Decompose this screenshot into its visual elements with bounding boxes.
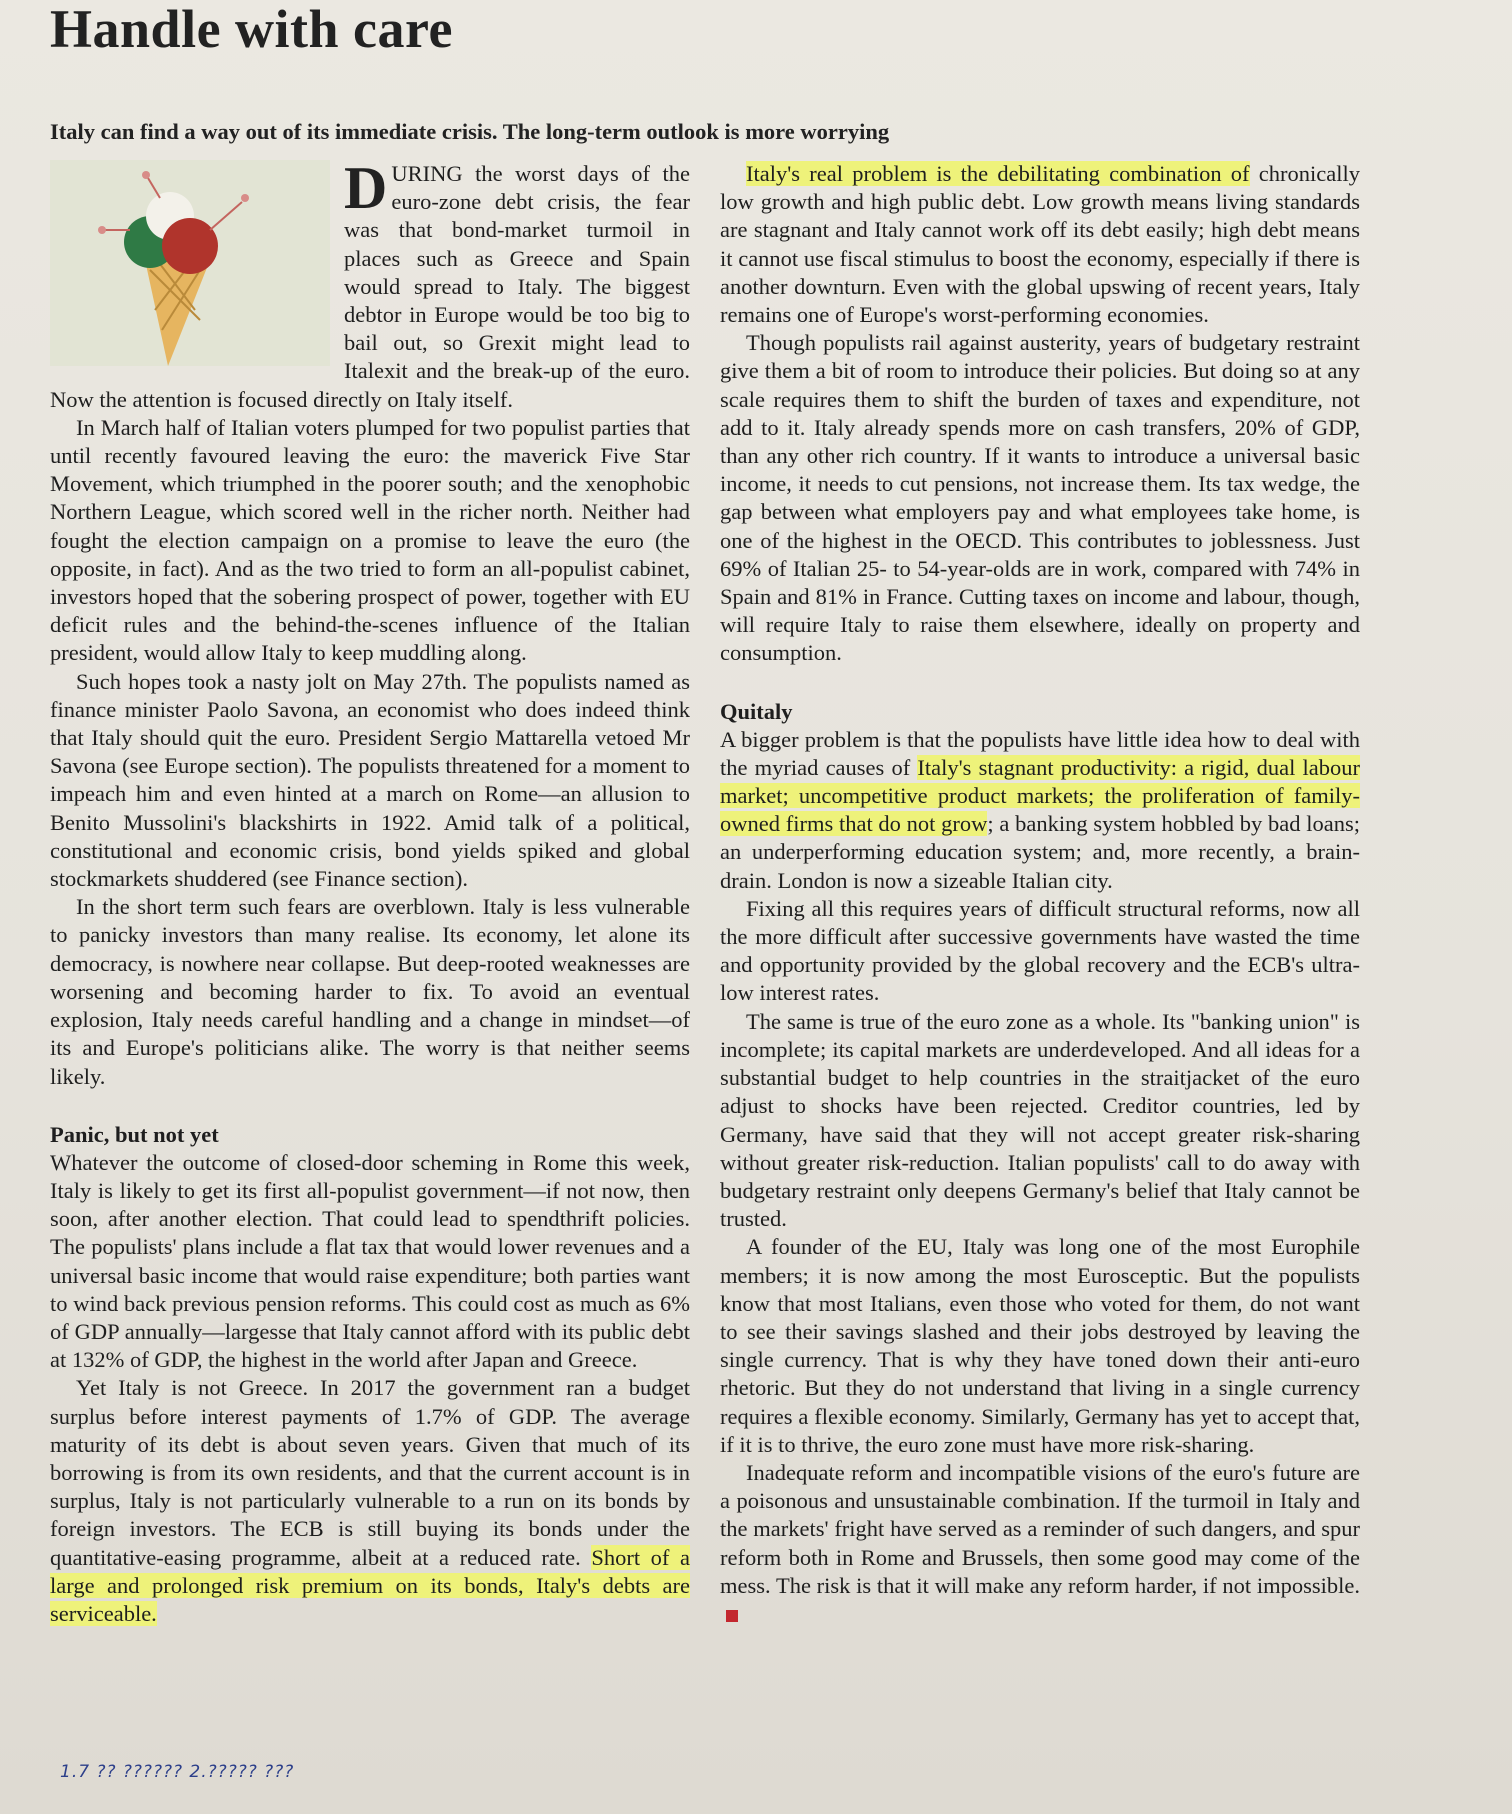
highlighted-text: Italy's stagnant productivity: a rigid, dual labour market; uncompetitive product markets; the proliferation of family-owned firms that do not grow: [720, 754, 1360, 837]
body-text: Yet Italy is not Greece. In 2017 the government ran a budget surplus before interest payments of 1.7% of GDP. The average maturity of its debt is about seven years. Given that much of its borrowing is from its own residents, and that the current account is in surplus, Italy is not particularly vulnerable to a run on its bonds by foreign investors. The ECB is still buying its bonds under the quantitative-easing programme, albeit at a reduced rate.: [50, 1375, 690, 1570]
body-paragraph: [720, 726, 1360, 895]
right-column: [720, 160, 1360, 1628]
body-text: Inadequate reform and incompatible visions of the euro's future are a poisonous and unsustainable combination. If the turmoil in Italy and the markets' fright have served as a reminder of such dangers, and spur reform both in Rome and Brussels, then some good may come of the mess. The risk is that it will make any reform harder, if not impossible.: [720, 1459, 1360, 1598]
body-paragraph: [720, 1459, 1360, 1628]
body-paragraph: In the short term such fears are overblown. Italy is less vulnerable to panicky investors than many realise. Its economy, let alone its democracy, is nowhere near collapse. But deep-rooted weaknesses are worsening and becoming harder to fix. To avoid an eventual explosion, Italy needs careful handling and a change in mindset—of its and Europe's politicians alike. The worry is that neither seems likely.: [50, 894, 690, 1089]
article-headline: Handle with care: [50, 0, 453, 58]
body-paragraph: The same is true of the euro zone as a whole. Its "banking union" is incomplete; its capital markets are underdeveloped. And all ideas for a substantial budget to help countries in the straitjacket of the euro adjust to shocks have been rejected. Creditor countries, led by Germany, have said that they will not accept greater risk-sharing without greater risk-reduction. Italian populists' call to do away with budgetary restraint only deepens Germany's belief that Italy cannot be trusted.: [720, 1008, 1360, 1232]
body-text: ; a banking system hobbled by bad loans; an underperforming education system; and, more recently, a brain-drain. London is now a sizeable Italian city.: [720, 811, 1360, 893]
left-column: [50, 160, 690, 1628]
handwritten-note: 1.7 ?? ?????? 2.????? ???: [60, 1762, 295, 1782]
section-subhead: Quitaly: [720, 698, 793, 724]
drop-cap: D: [344, 160, 388, 221]
body-paragraph: Whatever the outcome of closed-door scheming in Rome this week, Italy is likely to get its first all-populist government—if not now, then soon, after another election. That could lead to spendthrift policies. The populists' plans include a flat tax that would lower revenues and a universal basic income that would raise expenditure; both parties want to wind back previous pension reforms. This could cost as much as 6% of GDP annually—largesse that Italy cannot afford with its public debt at 132% of GDP, the highest in the world after Japan and Greece.: [50, 1149, 690, 1373]
body-paragraph: Such hopes took a nasty jolt on May 27th. The populists named as finance minister Paolo Savona, an economist who does indeed think that Italy should quit the euro. President Sergio Mattarella vetoed Mr Savona (see Europe section). The populists threatened for a moment to impeach him and even hinted at a march on Rome—an allusion to Benito Mussolini's blackshirts in 1922. Amid talk of a political, constitutional and economic crisis, bond yields spiked and global stockmarkets shuddered (see Finance section).: [50, 668, 690, 892]
body-paragraph: Fixing all this requires years of difficult structural reforms, now all the more difficult after successive governments have wasted the time and opportunity provided by the global recovery and the ECB's ultra-low interest rates.: [720, 895, 1360, 1006]
lead-text: URING the worst days of the euro-zone debt crisis, the fear was that bond-market turmoil in places such as Greece and Spain would spread to Italy. The biggest debtor in Europe would be too big to bail out, so Grexit might lead to Italexit and the break-up of the euro. Now the attention is focused directly on Italy itself.: [50, 161, 690, 412]
body-text: A bigger problem is that the populists have little idea how to deal with the myriad causes of: [720, 726, 1360, 780]
body-paragraph: [50, 1374, 690, 1628]
body-text: chronically low growth and high public debt. Low growth means living standards are stagnant and Italy cannot work off its debt easily; high debt means it cannot use fiscal stimulus to boost the economy, especially if there is another downturn. Even with the global upswing of recent years, Italy remains one of Europe's worst-performing economies.: [720, 161, 1360, 328]
body-paragraph: Though populists rail against austerity, years of budgetary restraint give them a bit of room to introduce their policies. But doing so at any scale requires them to shift the burden of taxes and expenditure, not add to it. Italy already spends more on cash transfers, 20% of GDP, than any other rich country. If it wants to introduce a universal basic income, it needs to cut pensions, not increase them. Its tax wedge, the gap between what employers pay and what employees take home, is one of the highest in the OECD. This contributes to joblessness. Just 69% of Italian 25- to 54-year-olds are in work, compared with 74% in Spain and 81% in France. Cutting taxes on income and labour, though, will require Italy to raise them elsewhere, ideally on property and consumption.: [720, 330, 1360, 666]
article-columns: [50, 160, 1472, 1628]
end-mark-icon: [726, 1610, 738, 1622]
section-subhead: Panic, but not yet: [50, 1121, 219, 1147]
ice-cream-illustration: [50, 160, 330, 366]
body-paragraph: [720, 160, 1360, 329]
lead-paragraph-wrap: [50, 160, 690, 414]
body-paragraph: A founder of the EU, Italy was long one of the most Europhile members; it is now among the most Eurosceptic. But the populists know that most Italians, even those who voted for them, do not want to see their savings slashed and their jobs destroyed by leaving the single currency. That is why they have toned down their anti-euro rhetoric. But they do not understand that living in a single currency requires a flexible economy. Similarly, Germany has yet to accept that, if it is to thrive, the euro zone must have more risk-sharing.: [720, 1234, 1360, 1457]
body-paragraph: In March half of Italian voters plumped for two populist parties that until recently favoured leaving the euro: the maverick Five Star Movement, which triumphed in the poorer south; and the xenophobic Northern League, which scored well in the richer north. Neither had fought the election campaign on a promise to leave the euro (the opposite, in fact). And as the two tried to form an all-populist cabinet, investors hoped that the sobering prospect of power, together with EU deficit rules and the behind-the-scenes influence of the Italian president, would allow Italy to keep muddling along.: [50, 414, 690, 666]
highlighted-text: Short of a large and prolonged risk premium on its bonds, Italy's debts are serviceable.: [50, 1544, 690, 1626]
highlighted-text: Italy's real problem is the debilitating combination of: [746, 161, 1250, 186]
ice-cream-cone-icon: [50, 160, 330, 366]
article-standfirst: Italy can find a way out of its immediate crisis. The long-term outlook is more worrying: [50, 119, 890, 144]
